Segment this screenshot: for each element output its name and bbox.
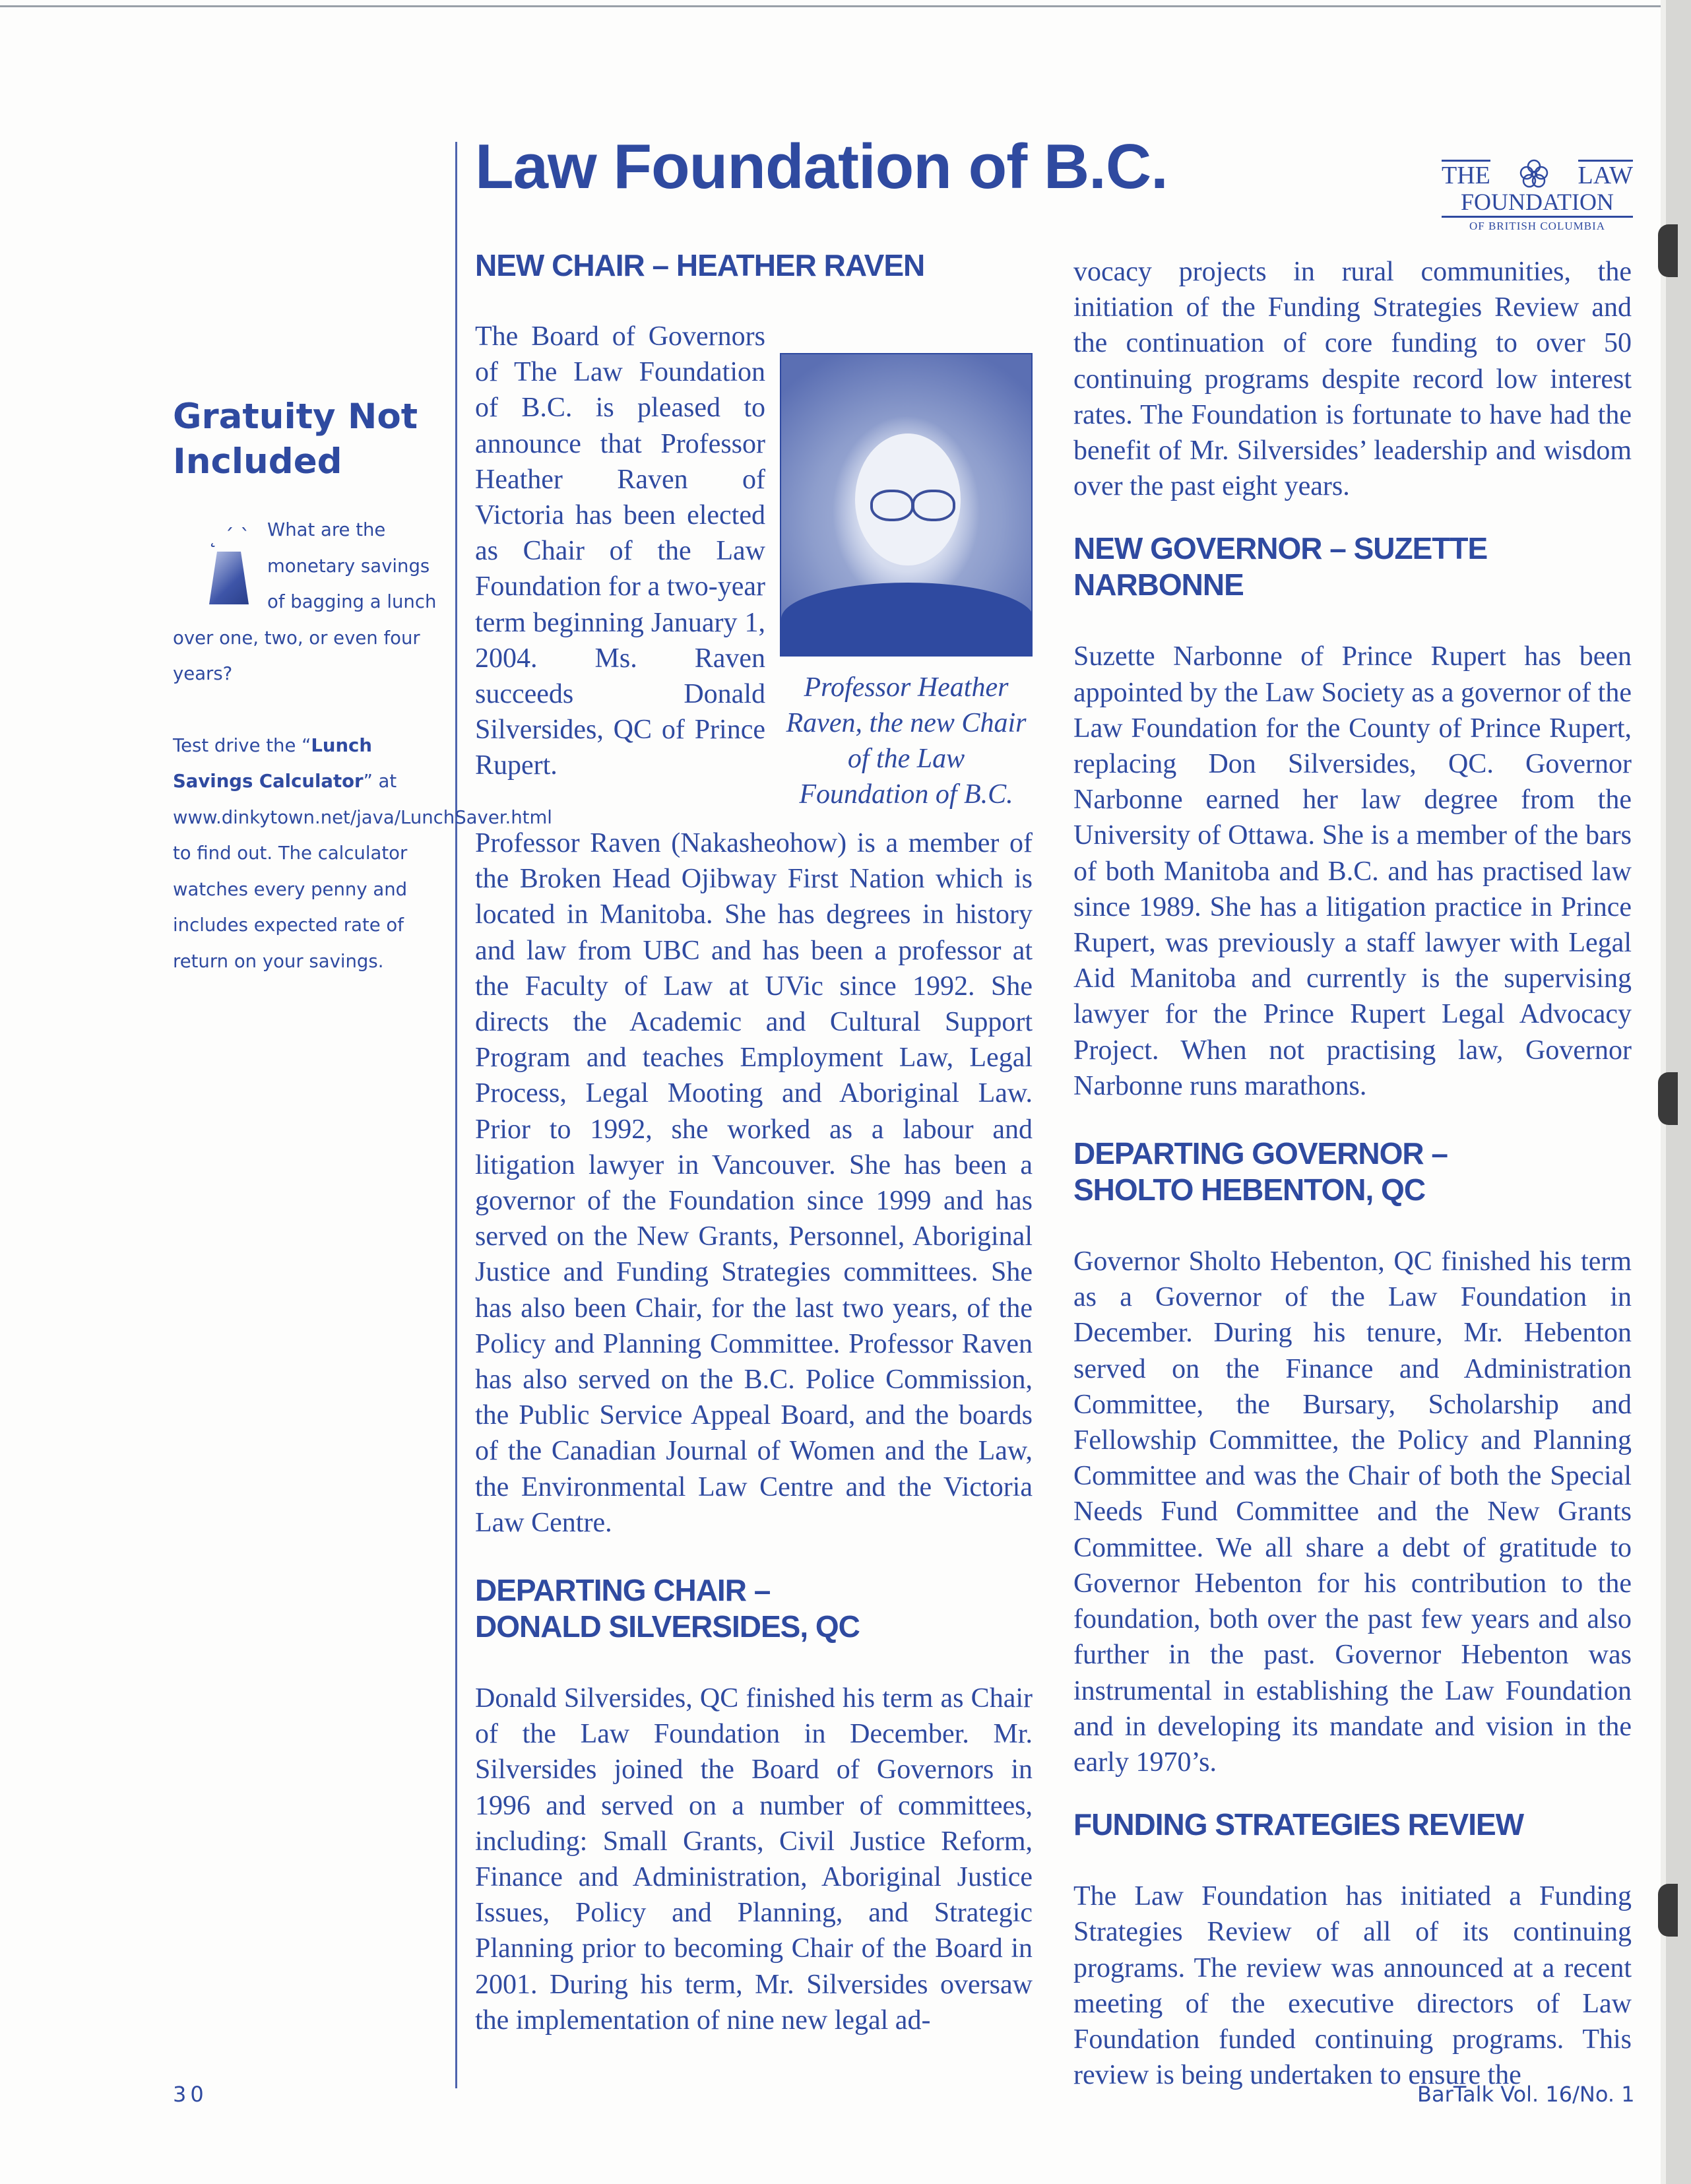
heading-funding-strategies: FUNDING STRATEGIES REVIEW	[1073, 1807, 1524, 1842]
paragraph: Governor Sholto Hebenton, QC finished his term as a Governor of the Law Foundation in December. During his tenure, Mr. Hebenton served on the Finance and Administration Committee, the Bursary, Scholarship and Fellowship Committee, the Policy and Planning Committee and was the Chair of both the Special Needs Fund Committee and the New Grants Committee. We all share a debt of gratitude to Governor Hebenton for his contribution to the foundation, both over the past few years and also further in the past. Governor Hebenton was instrumental in establishing the Law Foundation and in developing its mandate and vision in the early 1970’s.	[1073, 1246, 1632, 1778]
logo-law: LAW	[1578, 160, 1633, 188]
heading-new-governor: NEW GOVERNOR – SUZETTE NARBONNE	[1073, 531, 1488, 602]
logo-the: THE	[1442, 160, 1490, 188]
paragraph: Donald Silversides, QC finished his term as Chair of the Law Foundation in December. Mr. Silversides joined the Board of Governors in 1996 and served on a number of committees, including: Small Grants, Civil Justice Reform, Finance and Administration, Aboriginal Justice Issues, Policy and Planning, and Strategic Planning prior to becoming Chair of the Board in 2001. During his term, Mr. Silversides oversaw the implementation of nine new legal ad-	[475, 1683, 1033, 2036]
lunch-bag-icon: ˛ ˊ ˋ	[203, 525, 254, 611]
photo-figure	[780, 353, 1033, 812]
column-right	[1073, 254, 1632, 2093]
binder-tab	[1658, 1072, 1678, 1125]
page-title: Law Foundation of B.C.	[475, 131, 1168, 202]
law-foundation-logo	[1442, 158, 1633, 232]
heading-departing-chair	[475, 1572, 1033, 1645]
paragraph: vocacy projects in rural communities, the initiation of the Funding Strategies Review and the continuation of core funding to over 50 continuing programs despite record low interest rates. The Foundation is fortunate to have had the benefit of Mr. Silversides’ leadership and wisdom over the past eight years.	[1073, 257, 1632, 502]
heading-line: DEPARTING CHAIR –	[475, 1573, 771, 1608]
heading-line: DONALD SILVERSIDES, QC	[475, 1609, 860, 1644]
column-rule	[455, 142, 457, 2088]
sidebar-question: What are the monetary savings of bagging a lunch over one, two, or even four years?	[173, 519, 437, 684]
binder-tab	[1658, 1884, 1678, 1937]
sidebar	[173, 395, 552, 979]
sidebar-paragraph	[173, 728, 552, 980]
heading-departing-governor	[1073, 1136, 1632, 1208]
publication-footer: BarTalk Vol. 16/No. 1	[1417, 2082, 1635, 2107]
flower-icon	[1519, 158, 1549, 189]
sidebar-title: Gratuity Not Included	[173, 397, 418, 482]
logo-of-bc: OF BRITISH COLUMBIA	[1469, 220, 1606, 233]
top-edge-line	[0, 5, 1691, 7]
sidebar-text: ” at www.dinkytown.net/java/LunchSaver.html to find out. The calculator watches every penny and includes expected rate of return on your savings.	[173, 771, 552, 972]
paragraph: The Board of Governors of The Law Foundation of B.C. is pleased to announce that Professor Heather Raven of Victoria has been elected as Chair of the Law Foundation for a two-year term beginning January 1, 2004. Ms. Raven succeeds Donald Silversides, QC of Prince Rupert.	[475, 321, 765, 781]
sidebar-text: Test drive the “	[173, 734, 311, 756]
heading-line: SHOLTO HEBENTON, QC	[1073, 1172, 1426, 1207]
paragraph: The Law Foundation has initiated a Funding Strategies Review of all of its continuing programs. The review was announced at a recent meeting of the executive directors of Law Foundation funded continuing programs. This review is being undertaken to ensure the	[1073, 1881, 1632, 2091]
paragraph: Professor Raven (Nakasheohow) is a member of the Broken Head Ojibway First Nation which is located in Manitoba. She has degrees in history and law from UBC and has been a professor at the Faculty of Law at UVic since 1992. She directs the Academic and Cultural Support Program and teaches Employment Law, Legal Process, Legal Mooting and Aboriginal Law. Prior to 1992, she worked as a labour and litigation lawyer in Vancouver. She has been a governor of the Foundation since 1999 and has served on the New Grants, Personnel, Aboriginal Justice and Funding Strategies committees. She has also been Chair, for the last two years, of the Policy and Planning Committee. Professor Raven has also served on the B.C. Police Commission, the Public Service Appeal Board, and the boards of the Canadian Journal of Women and the Law, the Environmental Law Centre and the Victoria Law Centre.	[475, 828, 1033, 1538]
calculator-name: Lunch Savings Calculator	[173, 734, 372, 792]
binder-tab	[1658, 224, 1678, 277]
page-number: 30	[173, 2082, 208, 2107]
paragraph: Suzette Narbonne of Prince Rupert has been appointed by the Law Society as a governor of the Law Foundation for the County of Prince Rupert, replacing Don Silversides, QC. Governor Narbonne earned her law degree from the University of Ottawa. She is a member of the bars of both Manitoba and B.C. and has practised law since 1989. She has a litigation practice in Prince Rupert, was previously a staff lawyer with Legal Aid Manitoba and currently is the supervising lawyer for the Prince Rupert Legal Advocacy Project. When not practising law, Governor Narbonne runs marathons.	[1073, 641, 1632, 1101]
heading-line: DEPARTING GOVERNOR –	[1073, 1136, 1448, 1171]
portrait-photo	[780, 353, 1033, 657]
heading-new-chair: NEW CHAIR – HEATHER RAVEN	[475, 248, 925, 282]
column-left	[475, 247, 1033, 2038]
photo-caption: Professor Heather Raven, the new Chair of the Law Foundation of B.C.	[786, 672, 1027, 810]
logo-foundation: FOUNDATION	[1442, 189, 1633, 218]
